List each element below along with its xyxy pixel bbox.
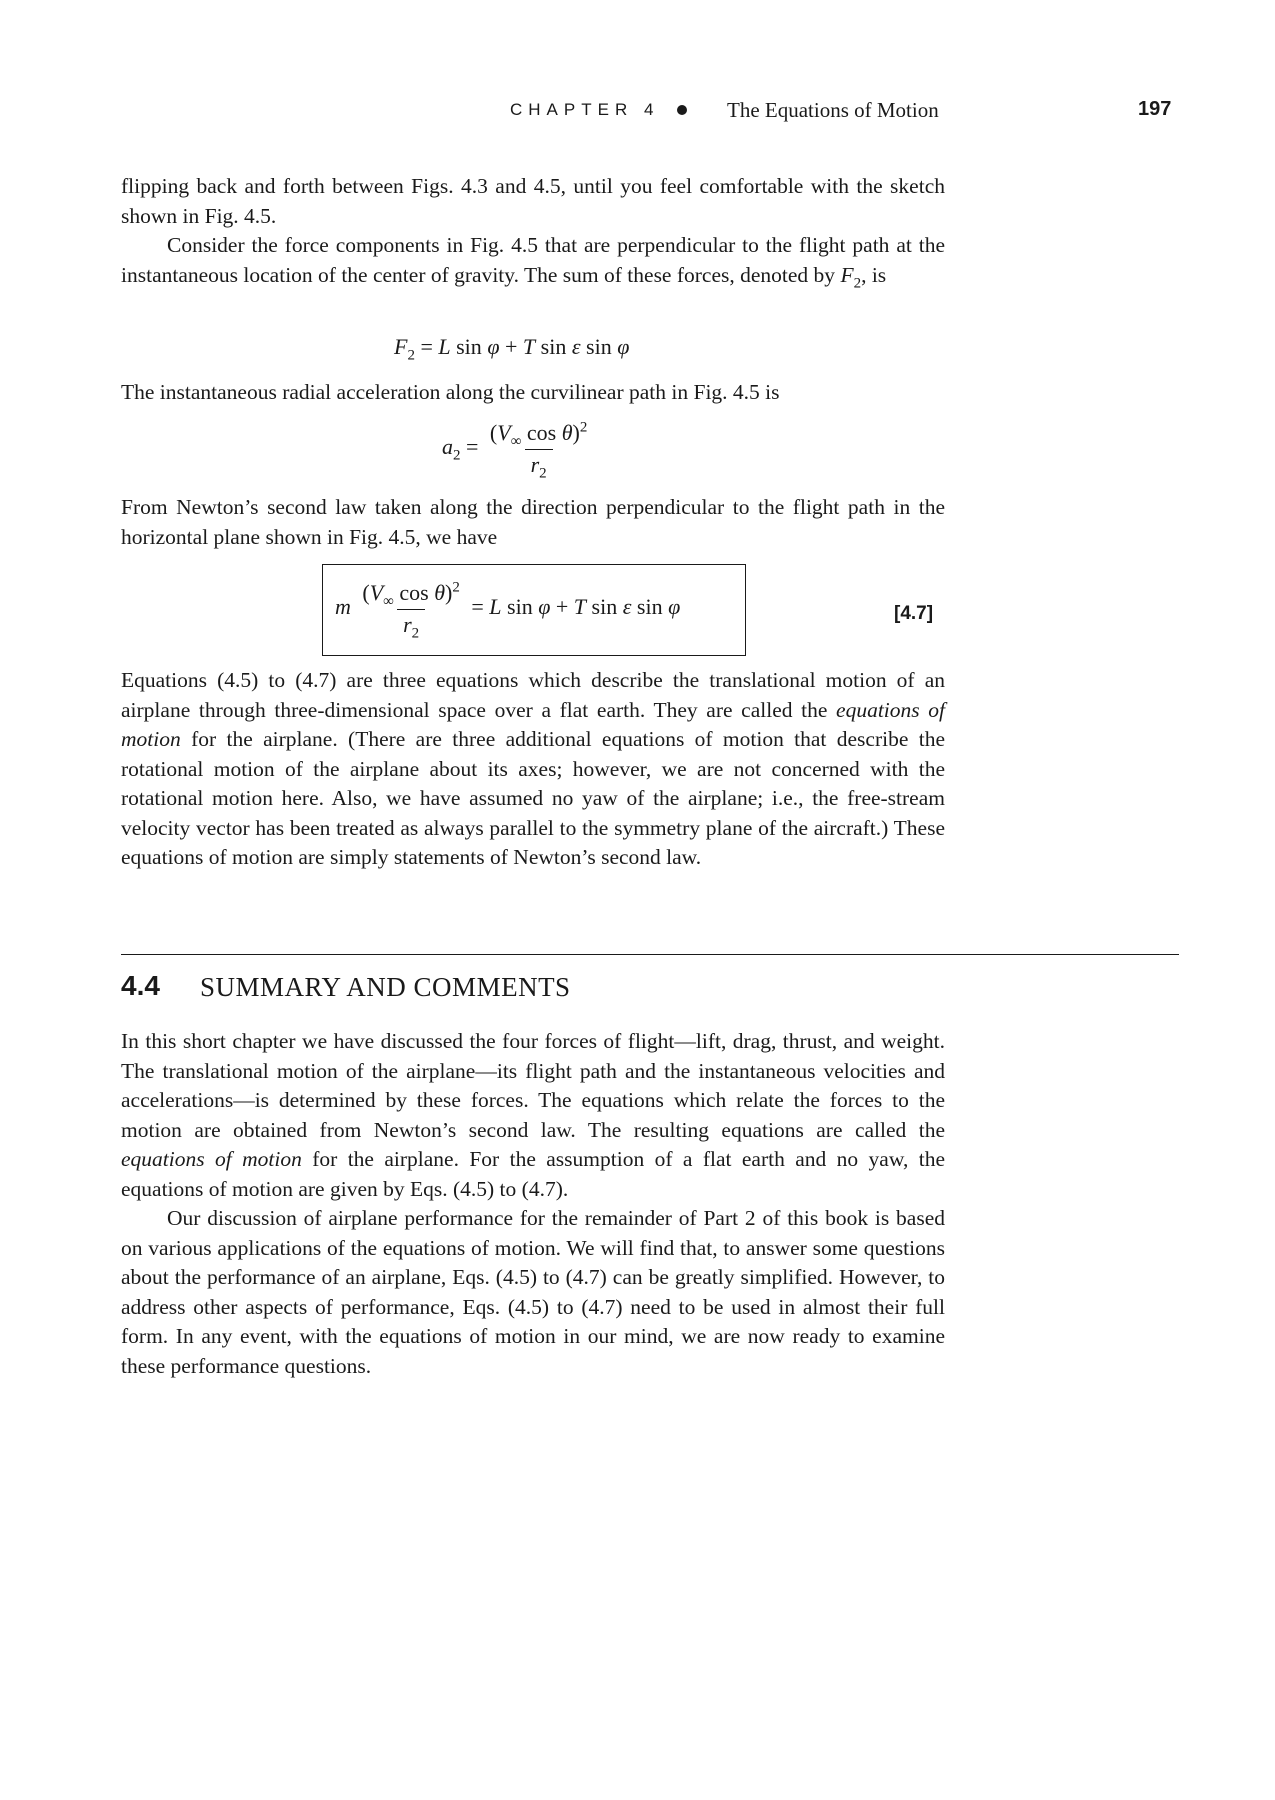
paragraph-1: flipping back and forth between Figs. 4.3 and 4.5, until you feel comfortable with the sketch shown in Fig. 4.5. — [121, 174, 945, 228]
eq-f2-equals: = — [414, 334, 439, 359]
paragraph-2-text-a: Consider the force components in Fig. 4.5 that are perpendicular to the flight path at the instantaneous location of the center of gravity. The sum of these forces, denoted by — [121, 233, 945, 287]
paren: ) — [572, 420, 580, 445]
eq-47-thrust: T — [573, 594, 587, 620]
bullet-icon — [677, 105, 687, 115]
eq-f2-plus: + — [499, 334, 523, 359]
paragraph-2-text-b: , is — [861, 262, 887, 287]
eq-47-sin: sin — [501, 594, 539, 620]
radius-symbol: r — [530, 452, 540, 477]
eq-47-sin: sin — [631, 594, 669, 620]
section-title: SUMMARY AND COMMENTS — [200, 972, 571, 1002]
paragraph-6-text-b: for the airplane. For the assumption of a flat earth and no yaw, the equations of motion are given by Eqs. (4.5) to (4.7). — [121, 1147, 946, 1201]
eq-f2-lhs-sub: 2 — [407, 347, 415, 364]
section-divider — [121, 954, 1179, 955]
eq-a2-fraction — [484, 419, 593, 482]
velocity-symbol: V — [369, 580, 384, 605]
eq-f2-sin: sin — [535, 334, 572, 359]
eq-47-plus: + — [550, 594, 574, 620]
eq-a2-numerator — [484, 420, 593, 449]
paragraph-6 — [121, 1027, 945, 1204]
eq-f2-lift: L — [438, 334, 451, 359]
paren: ( — [362, 580, 370, 605]
section-number: 4.4 — [121, 970, 160, 1001]
infinity-subscript: ∞ — [383, 593, 394, 610]
equation-f2 — [394, 334, 630, 364]
paren: ( — [489, 420, 498, 445]
f2-symbol: F — [840, 262, 854, 287]
eq-47-phi: φ — [668, 594, 681, 620]
f2-subscript: 2 — [853, 274, 862, 291]
eq-47-sin: sin — [586, 594, 623, 620]
eq-47-denominator — [397, 609, 425, 642]
chapter-label: CHAPTER 4 — [510, 100, 660, 119]
paren: ) — [445, 580, 453, 605]
equation-4-7 — [335, 579, 681, 642]
paragraph-5-text-a: Equations (4.5) to (4.7) are three equations which describe the translational motion of an airplane through three-dimensional space over a flat earth. They are called the — [121, 668, 945, 722]
theta: θ — [434, 580, 446, 605]
square-superscript: 2 — [452, 579, 460, 596]
infinity-subscript: ∞ — [510, 433, 522, 450]
eq-f2-phi: φ — [487, 334, 500, 359]
velocity-symbol: V — [497, 420, 511, 445]
square-superscript: 2 — [579, 419, 588, 436]
cos: cos — [393, 580, 435, 605]
paragraph-5-emphasis: equations of motion — [121, 697, 945, 751]
cos: cos — [521, 420, 562, 445]
eq-47-phi: φ — [538, 594, 551, 620]
eq-a2-equals: = — [460, 434, 484, 460]
paragraph-5 — [121, 666, 945, 873]
paragraph-5-text-b: for the airplane. (There are three additional equations of motion that describe the rotational motion of the airplane about its axes; however, we are not concerned with the rotational motion here. Also, we have assumed no yaw of the airplane; i.e., the free-stream velocity vector has been treated as always parallel to the symmetry plane of the aircraft.) These equations of motion are simply statements of Newton’s second law. — [121, 727, 945, 869]
paragraph-4: From Newton’s second law taken along the direction perpendicular to the flight path in the horizontal plane shown in Fig. 4.5, we have — [121, 495, 945, 549]
radius-symbol: r — [403, 612, 412, 637]
running-header — [0, 100, 1275, 130]
paragraph-2 — [121, 231, 945, 290]
theta: θ — [561, 420, 573, 445]
eq-a2-denominator — [525, 449, 553, 482]
equation-number: [4.7] — [894, 603, 934, 624]
eq-f2-sin: sin — [580, 334, 618, 359]
eq-f2-thrust: T — [522, 334, 536, 359]
paragraph-3: The instantaneous radial acceleration along the curvilinear path in Fig. 4.5 is — [121, 380, 780, 404]
eq-f2-phi: φ — [617, 334, 630, 359]
eq-47-lift: L — [489, 594, 502, 620]
mass-symbol: m — [335, 594, 351, 620]
eq-a2-lhs-sub: 2 — [453, 447, 461, 464]
eq-47-numerator — [356, 580, 465, 609]
eq-47-equals: = — [471, 594, 490, 620]
paragraph-7: Our discussion of airplane performance for the remainder of Part 2 of this book is based on various applications of the equations of motion. We will find that, to answer some questions about the performance of an airplane, Eqs. (4.5) to (4.7) can be greatly simplified. However, to address other aspects of performance, Eqs. (4.5) to (4.7) need to be used in almost their full form. In any event, with the equations of motion in our mind, we are now ready to examine these performance questions. — [121, 1206, 945, 1378]
radius-subscript: 2 — [411, 625, 420, 642]
paragraph-6-text-a: In this short chapter we have discussed the four forces of flight—lift, drag, thrust, and weight. The translational motion of the airplane—its flight path and the instantaneous velocities and accelerations—is determined by these forces. The equations which relate the forces to the motion are obtained from Newton’s second law. The resulting equations are called the — [121, 1029, 945, 1142]
eq-f2-lhs: F — [394, 334, 408, 359]
paragraph-6-emphasis: equations of motion — [121, 1147, 302, 1171]
eq-f2-epsilon: ε — [571, 334, 581, 359]
eq-a2-lhs: a — [442, 434, 453, 460]
eq-47-fraction — [356, 579, 465, 642]
eq-47-epsilon: ε — [622, 594, 632, 620]
page-number: 197 — [1138, 98, 1172, 120]
equation-a2 — [442, 419, 593, 482]
chapter-title: The Equations of Motion — [727, 98, 939, 122]
radius-subscript: 2 — [539, 465, 547, 482]
eq-f2-sin: sin — [450, 334, 488, 359]
